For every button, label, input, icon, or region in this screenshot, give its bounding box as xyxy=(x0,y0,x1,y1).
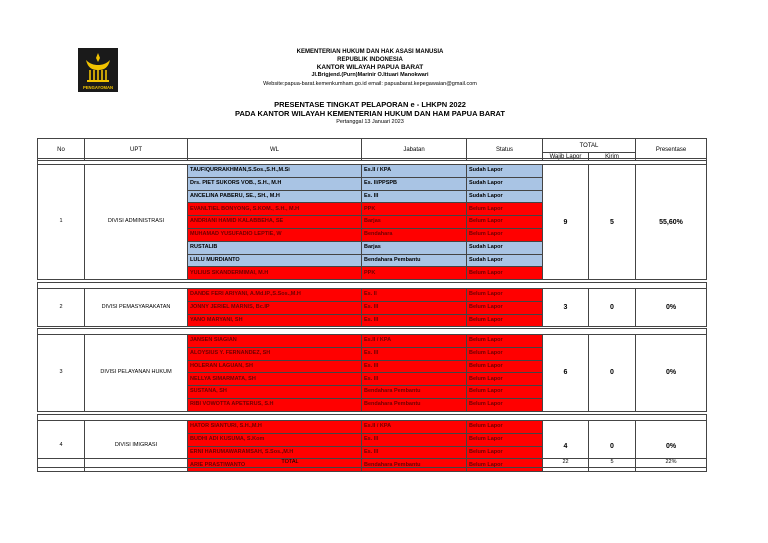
status-cell: Sudah Lapor xyxy=(466,164,543,178)
wl-name-cell: YANO MARYANI, SH xyxy=(187,314,362,328)
wl-name-cell: ERNI HARUMAWARAMSAH, S.Sos.,M.H xyxy=(187,446,362,460)
republic-name: REPUBLIK INDONESIA xyxy=(337,57,403,63)
pengayoman-logo xyxy=(78,48,118,92)
status-cell: Belum Lapor xyxy=(466,301,543,315)
jabatan-cell: PPK xyxy=(361,202,467,216)
wl-name-cell: HOLERAN LAGUAN, SH xyxy=(187,360,362,374)
status-cell: Belum Lapor xyxy=(466,202,543,216)
status-cell: Belum Lapor xyxy=(466,458,543,472)
status-cell: Belum Lapor xyxy=(466,266,543,280)
group-wajib-lapor: 9 xyxy=(542,164,589,280)
group-kirim: 0 xyxy=(588,420,636,472)
group-upt-name: DIVISI PEMASYARAKATAN xyxy=(84,288,188,327)
wl-name-cell: ARIE PRASTIWANTO xyxy=(187,458,362,472)
jabatan-cell: Barjas xyxy=(361,215,467,229)
group-presentase: 0% xyxy=(635,288,707,327)
column-header-wl: WL xyxy=(187,138,362,161)
column-header-wajib-lapor: Wajib Lapor xyxy=(542,152,589,161)
wl-name-cell: RIBI VOWOTTA APETERUS, S.H xyxy=(187,398,362,412)
status-cell: Belum Lapor xyxy=(466,215,543,229)
status-cell: Belum Lapor xyxy=(466,314,543,328)
jabatan-cell: Es. III xyxy=(361,314,467,328)
jabatan-cell: Bendahara Pembantu xyxy=(361,398,467,412)
group-wajib-lapor: 6 xyxy=(542,334,589,412)
wl-name-cell: LULU MURDIANTO xyxy=(187,254,362,268)
report-date: Pertanggal 13 Januari 2023 xyxy=(336,119,404,125)
office-contact: Website:papua-barat.kemenkumham.go.id email: papuabarat.kepegawaian@gmail.com xyxy=(263,81,477,87)
wl-name-cell: JONNY JERIEL MARNIS, Bc.IP xyxy=(187,301,362,315)
status-cell: Belum Lapor xyxy=(466,385,543,399)
status-cell: Sudah Lapor xyxy=(466,241,543,255)
status-cell: Belum Lapor xyxy=(466,334,543,348)
jabatan-cell: Es. III xyxy=(361,372,467,386)
report-title: PRESENTASE TINGKAT PELAPORAN e - LHKPN 2022 xyxy=(274,100,466,109)
column-header-no: No xyxy=(37,138,85,161)
group-wajib-lapor: 3 xyxy=(542,288,589,327)
jabatan-cell: Bendahara Pembantu xyxy=(361,458,467,472)
office-name: KANTOR WILAYAH PAPUA BARAT xyxy=(316,64,424,71)
jabatan-cell: Es. II xyxy=(361,288,467,302)
jabatan-cell: Es. III xyxy=(361,301,467,315)
column-header-status: Status xyxy=(466,138,543,161)
status-cell: Sudah Lapor xyxy=(466,254,543,268)
jabatan-cell: Es. II/PPSPB xyxy=(361,177,467,191)
wl-name-cell: RUSTALIB xyxy=(187,241,362,255)
report-table xyxy=(37,138,706,468)
wl-name-cell: TAUFIQURRAKHMAN,S.Sos.,S.H.,M.Si xyxy=(187,164,362,178)
jabatan-cell: Es.II / KPA xyxy=(361,420,467,434)
wl-name-cell: NELLYA SIMARMATA, SH xyxy=(187,372,362,386)
group-presentase: 0% xyxy=(635,420,707,472)
status-cell: Belum Lapor xyxy=(466,288,543,302)
jabatan-cell: Es.II / KPA xyxy=(361,164,467,178)
status-cell: Belum Lapor xyxy=(466,420,543,434)
status-cell: Belum Lapor xyxy=(466,228,543,242)
wl-name-cell: SUSTANA, SH xyxy=(187,385,362,399)
wl-name-cell: HATOR SIANTURI, S.H.,M.H xyxy=(187,420,362,434)
status-cell: Belum Lapor xyxy=(466,446,543,460)
group-presentase: 0% xyxy=(635,334,707,412)
wl-name-cell: ALOYSIUS Y. FERNANDEZ, SH xyxy=(187,347,362,361)
status-cell: Belum Lapor xyxy=(466,347,543,361)
group-number: 2 xyxy=(37,288,85,327)
jabatan-cell: Es. III xyxy=(361,347,467,361)
status-cell: Belum Lapor xyxy=(466,398,543,412)
total-label: TOTAL xyxy=(37,458,543,468)
group-presentase: 55,60% xyxy=(635,164,707,280)
office-address: Jl.Brigjend.(Purn)Marinir O.Ittuari Manokwari xyxy=(311,72,429,78)
total-kirim: 5 xyxy=(588,458,636,468)
status-cell: Belum Lapor xyxy=(466,360,543,374)
wl-name-cell: JANSEN SIAGIAN xyxy=(187,334,362,348)
jabatan-cell: Es.II / KPA xyxy=(361,334,467,348)
wl-name-cell: Drs. PIET SUKORS VOB., S.H., M.H xyxy=(187,177,362,191)
column-header-upt: UPT xyxy=(84,138,188,161)
column-header-presentase: Presentase xyxy=(635,138,707,161)
status-cell: Sudah Lapor xyxy=(466,190,543,204)
report-subtitle: PADA KANTOR WILAYAH KEMENTERIAN HUKUM DAN HAM PAPUA BARAT xyxy=(235,109,505,118)
wl-name-cell: ANCELINA PABERU, SE., SH., M.H xyxy=(187,190,362,204)
jabatan-cell: PPK xyxy=(361,266,467,280)
group-kirim: 0 xyxy=(588,334,636,412)
wl-name-cell: EVANLTIEL BONYONG, S.KOM., S.H., M.H xyxy=(187,202,362,216)
group-number: 4 xyxy=(37,420,85,472)
status-cell: Belum Lapor xyxy=(466,372,543,386)
group-wajib-lapor: 4 xyxy=(542,420,589,472)
group-number: 1 xyxy=(37,164,85,280)
jabatan-cell: Barjas xyxy=(361,241,467,255)
jabatan-cell: Bendahara Pembantu xyxy=(361,254,467,268)
jabatan-cell: Bendahara Pembantu xyxy=(361,385,467,399)
jabatan-cell: Es. III xyxy=(361,190,467,204)
jabatan-cell: Es. III xyxy=(361,360,467,374)
total-presentase: 22% xyxy=(635,458,707,468)
group-upt-name: DIVISI IMIGRASI xyxy=(84,420,188,472)
wl-name-cell: MUHAMAD YUSUFADIO LEPTIE, W xyxy=(187,228,362,242)
group-kirim: 5 xyxy=(588,164,636,280)
wl-name-cell: YULIUS SKANDERMIMAI, M.H xyxy=(187,266,362,280)
wl-name-cell: DANDE FERI ARIYANI, A.Md.IP.,S.Sos.,M.H xyxy=(187,288,362,302)
wl-name-cell: BUDHI ADI KUSUMA, S.Kom xyxy=(187,433,362,447)
column-header-jabatan: Jabatan xyxy=(361,138,467,161)
jabatan-cell: Es. III xyxy=(361,433,467,447)
logo-text: PENGAYOMAN xyxy=(82,85,114,90)
jabatan-cell: Es. III xyxy=(361,446,467,460)
total-wajib-lapor: 22 xyxy=(542,458,589,468)
group-upt-name: DIVISI PELAYANAN HUKUM xyxy=(84,334,188,412)
status-cell: Belum Lapor xyxy=(466,433,543,447)
group-kirim: 0 xyxy=(588,288,636,327)
group-upt-name: DIVISI ADMINISTRASI xyxy=(84,164,188,280)
group-number: 3 xyxy=(37,334,85,412)
wl-name-cell: ANDRIANI HAMID KALABBEHA, SE xyxy=(187,215,362,229)
column-header-kirim: Kirim xyxy=(588,152,636,161)
ministry-name: KEMENTERIAN HUKUM DAN HAK ASASI MANUSIA xyxy=(296,49,444,55)
jabatan-cell: Bendahara xyxy=(361,228,467,242)
column-header-total: TOTAL xyxy=(542,138,636,153)
status-cell: Sudah Lapor xyxy=(466,177,543,191)
